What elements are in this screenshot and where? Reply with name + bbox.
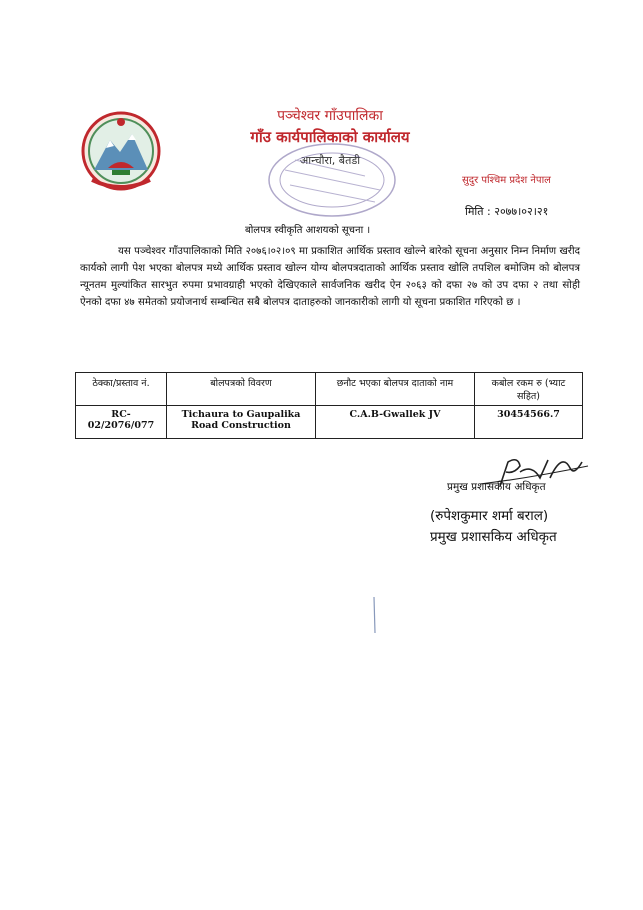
notice-body-text: यस पञ्चेश्वर गाँउपालिकाको मिति २०७६।०२।०९ मा प्रकाशित आर्थिक प्रस्ताव खोल्ने बारेको सूचना अनुसार निम्न निर्माण खरीद कार्यको लागी पेश भएका बोलपत्र मध्ये आर्थिक प्रस्ताव खोल्न योग्य बोलपत्रदाताको आर्थिक प्रस्ताव खोलि तपशिल बमोजिम को बोलपत्र न्यूनतम मुल्यांकित सारभुत रुपमा प्रभावग्राही भएको देखिएकाले सार्वजनिक खरीद ऐन २०६३ को दफा २७ को उप दफा २ तथा सोही ऐनको दफा ४७ समेतको प्रयोजनार्थ सम्बन्धित सबै बोलपत्र दाताहरुको जानकारीको लागी यो सूचना प्रकाशित गरिएको छ । (80, 246, 580, 308)
col-contract-no: ठेक्का/प्रस्ताव नं. (76, 373, 167, 406)
notice-date: मिति : २०७७।०२।२१ (465, 205, 549, 218)
signatory-name: (रुपेशकुमार शर्मा बराल) (430, 508, 549, 524)
cell-bidder: C.A.B-Gwallek JV (316, 406, 475, 439)
office-location: आन्चौरा, बैतडी (299, 154, 361, 167)
col-bidder: छनौट भएका बोलपत्र दाताको नाम (316, 373, 475, 406)
signatory-designation: प्रमुख प्रशासकिय अधिकृत (430, 529, 557, 545)
cell-contract-no: RC-02/2076/077 (76, 406, 167, 439)
office-name: गाँउ कार्यपालिकाको कार्यालय (250, 128, 410, 146)
col-amount: कबोल रकम रु (भ्याट सहित) (475, 373, 583, 406)
col-description: बोलपत्रको विवरण (167, 373, 316, 406)
cell-description: Tichaura to Gaupalika Road Construction (167, 406, 316, 439)
signature-title: प्रमुख प्रशासकीय अधिकृत (447, 481, 546, 493)
province-label: सुदुर पश्चिम प्रदेश नेपाल (462, 175, 551, 186)
notice-title: बोलपत्र स्वीकृति आशयको सूचना । (245, 225, 371, 236)
nepal-emblem-icon (80, 110, 162, 192)
notice-body (80, 243, 580, 311)
table-row (76, 406, 583, 439)
municipality-name: पञ्चेश्वर गाँउपालिका (277, 108, 383, 124)
table-header-row (76, 373, 583, 406)
pen-mark-icon (368, 595, 380, 635)
cell-amount: 30454566.7 (475, 406, 583, 439)
bid-acceptance-table (75, 372, 583, 439)
office-stamp-icon (265, 140, 400, 220)
